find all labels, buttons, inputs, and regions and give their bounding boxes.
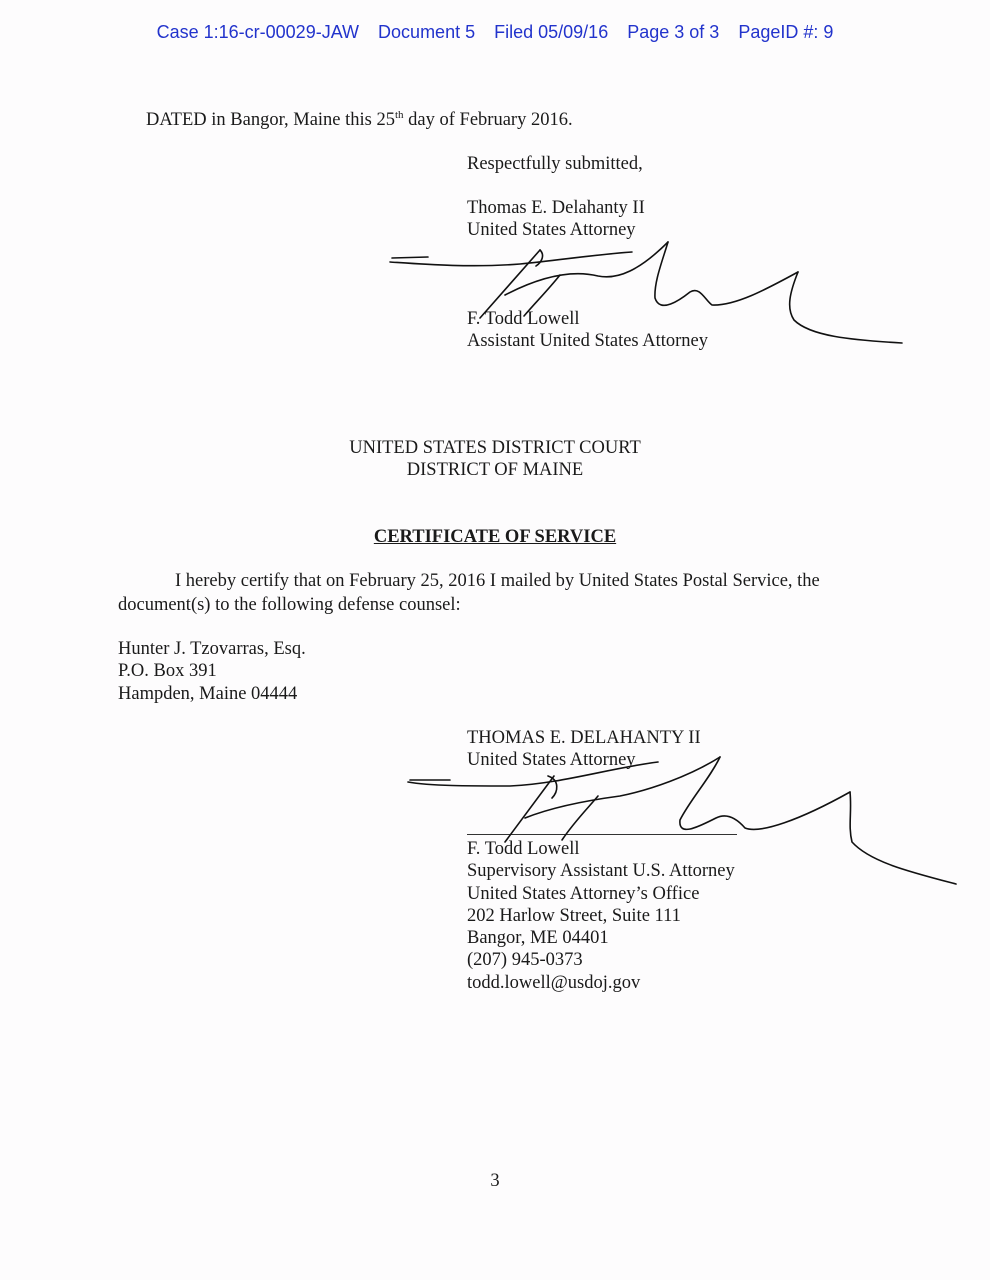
- office-street: 202 Harlow Street, Suite 111: [467, 905, 681, 926]
- attorney-name: Thomas E. Delahanty II: [467, 198, 645, 218]
- signer-title: Assistant United States Attorney: [467, 331, 708, 352]
- attorney-title: United States Attorney: [467, 220, 636, 241]
- office-email: todd.lowell@usdoj.gov: [467, 972, 641, 993]
- recipient-po-box: P.O. Box 391: [118, 661, 217, 682]
- signature-block-2-top: [467, 727, 701, 772]
- attorney-title-2: United States Attorney: [467, 750, 636, 771]
- signer-name-2: F. Todd Lowell: [467, 839, 580, 859]
- office-city: Bangor, ME 04401: [467, 928, 609, 949]
- signature-block-1-bottom: [467, 308, 708, 353]
- signature-line: [467, 834, 737, 835]
- signer-name: F. Todd Lowell: [467, 309, 580, 329]
- court-district: DISTRICT OF MAINE: [406, 460, 584, 480]
- dated-line: DATED in Bangor, Maine this 25th day of February 2016.: [146, 108, 573, 130]
- signature-block-2-bottom: [467, 838, 735, 994]
- recipient-city: Hampden, Maine 04444: [118, 683, 298, 704]
- recipient-name: Hunter J. Tzovarras, Esq.: [118, 639, 306, 659]
- header-pageid: PageID #: 9: [738, 22, 834, 42]
- court-name: UNITED STATES DISTRICT COURT: [349, 438, 641, 458]
- attorney-name-upper: THOMAS E. DELAHANTY II: [467, 728, 701, 748]
- certificate-title: CERTIFICATE OF SERVICE: [373, 527, 617, 547]
- recipient-address: [118, 638, 306, 705]
- docket-header: [0, 22, 990, 43]
- header-case: Case 1:16-cr-00029-JAW: [156, 22, 360, 42]
- signer-title-2: Supervisory Assistant U.S. Attorney: [467, 861, 735, 882]
- certificate-body-line-1: I hereby certify that on February 25, 2016 I mailed by United States Postal Service, the: [175, 571, 820, 591]
- office-name: United States Attorney’s Office: [467, 883, 700, 904]
- page-number: 3: [490, 1171, 500, 1191]
- office-phone: (207) 945-0373: [467, 950, 583, 971]
- closing-text: Respectfully submitted,: [467, 154, 643, 174]
- header-page: Page 3 of 3: [627, 22, 720, 42]
- header-document: Document 5: [378, 22, 476, 42]
- signature-block-1-top: [467, 197, 645, 242]
- header-filed: Filed 05/09/16: [494, 22, 609, 42]
- certificate-body-line-2: document(s) to the following defense counsel:: [118, 595, 461, 615]
